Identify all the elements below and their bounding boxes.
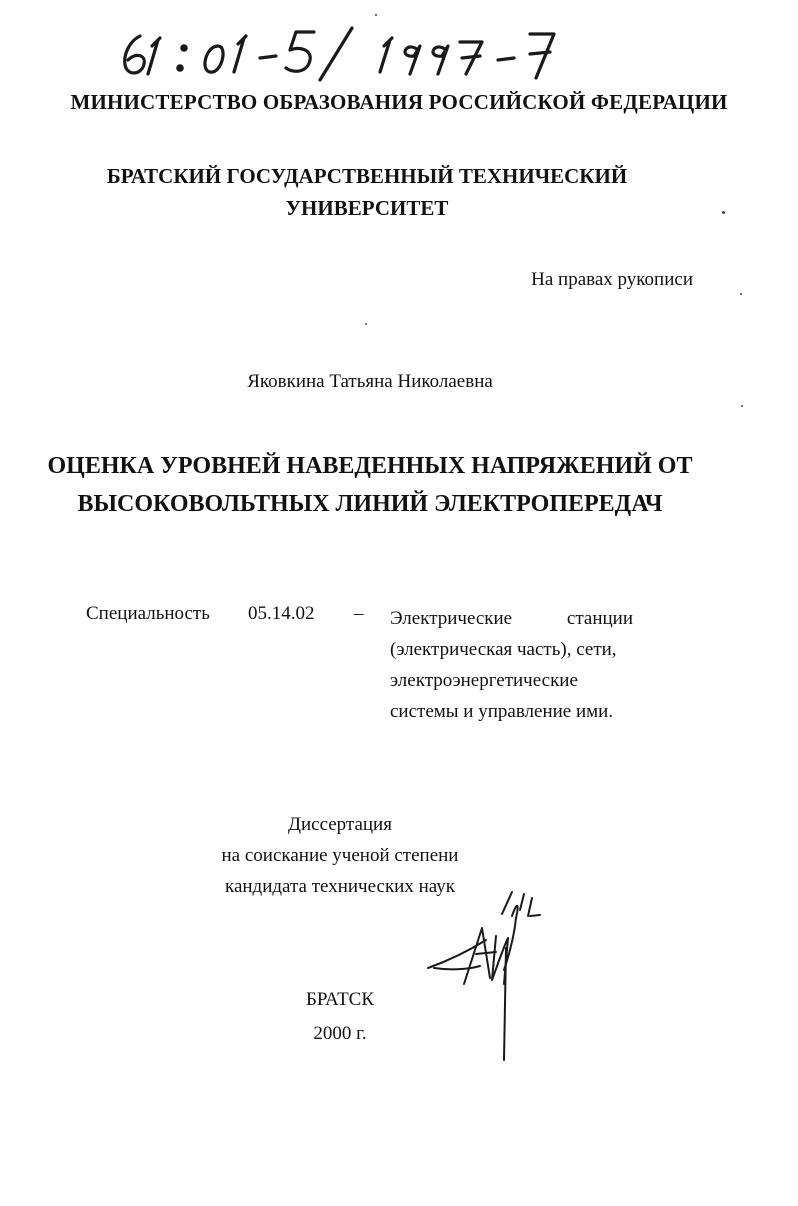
university-line-1: БРАТСКИЙ ГОСУДАРСТВЕННЫЙ ТЕХНИЧЕСКИЙ [106, 164, 628, 188]
handwritten-archive-number [118, 24, 578, 84]
scan-speck [741, 405, 743, 407]
author-name: Яковкина Татьяна Николаевна [247, 371, 493, 392]
city: БРАТСК [305, 989, 375, 1010]
specialty-desc-word-2: станции [566, 608, 633, 629]
specialty-desc-line-1 [390, 603, 633, 634]
scan-speck [375, 14, 377, 16]
specialty-desc-line-4: системы и управление ими. [390, 701, 614, 722]
university-line-2: УНИВЕРСИТЕТ [285, 196, 449, 220]
thesis-title [0, 447, 740, 523]
city-and-year [240, 983, 440, 1051]
author-signature [420, 888, 560, 1063]
specialty-desc-word-1: Электрические [390, 608, 513, 629]
specialty-code: 05.14.02 [248, 603, 315, 624]
degree-line-1: Диссертация [288, 814, 392, 835]
specialty-desc-line-2: (электрическая часть), сети, [390, 639, 617, 660]
scan-speck [722, 211, 725, 214]
thesis-title-line-2: ВЫСОКОВОЛЬТНЫХ ЛИНИЙ ЭЛЕКТРОПЕРЕДАЧ [77, 491, 663, 517]
scan-speck [365, 323, 367, 325]
manuscript-note: На правах рукописи [531, 269, 693, 290]
specialty-desc-line-3: электроэнергетические [390, 670, 578, 691]
specialty-label: Специальность [86, 603, 210, 624]
year: 2000 г. [313, 1023, 367, 1044]
specialty-description [390, 603, 633, 727]
degree-line-2: на соискание ученой степени [221, 845, 459, 866]
thesis-title-line-1: ОЦЕНКА УРОВНЕЙ НАВЕДЕННЫХ НАПРЯЖЕНИЙ ОТ [47, 453, 693, 479]
specialty-dash: – [354, 603, 364, 624]
university-heading [0, 160, 734, 224]
degree-line-3: кандидата технических наук [225, 876, 455, 897]
ministry-heading: МИНИСТЕРСТВО ОБРАЗОВАНИЯ РОССИЙСКОЙ ФЕДЕРАЦИИ [70, 90, 728, 114]
scan-speck [740, 293, 742, 295]
